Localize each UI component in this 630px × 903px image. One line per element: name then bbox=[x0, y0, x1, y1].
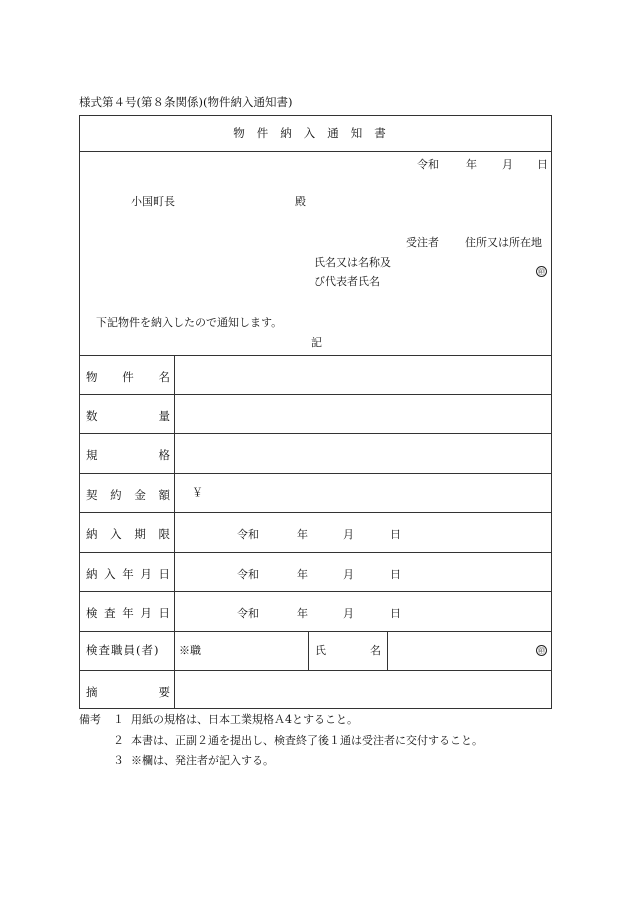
note-text: ※欄は、発注者が記入する。 bbox=[131, 754, 274, 767]
row-divider bbox=[80, 512, 551, 513]
note-text: 本書は、正副２通を提出し、検査終了後１通は受注者に交付すること。 bbox=[131, 734, 483, 747]
name-label-line1: 氏名又は名称及 bbox=[314, 256, 391, 269]
specification-field[interactable] bbox=[175, 434, 551, 472]
document-title: 物件納入通知書 bbox=[233, 126, 398, 140]
form-number: 様式第４号(第８条関係)(物件納入通知書) bbox=[79, 95, 293, 109]
inspector-name-label-1: 氏 bbox=[315, 644, 326, 657]
intro-text: 下記物件を納入したので通知します。 bbox=[96, 316, 283, 329]
row-inspector-label: 検査職員(者) bbox=[86, 643, 160, 657]
inspector-name-label-2: 名 bbox=[370, 644, 381, 657]
row-item-name-label: 物 件 名 bbox=[86, 370, 170, 384]
row-divider bbox=[80, 591, 551, 592]
row-specification-label: 規 格 bbox=[86, 448, 170, 462]
divider-title bbox=[80, 151, 551, 152]
contractor-seal-icon: ㊞ bbox=[538, 268, 545, 276]
delivery-deadline-date: 令和 年 月 日 bbox=[237, 528, 401, 541]
quantity-field[interactable] bbox=[175, 395, 551, 432]
header-date bbox=[80, 156, 551, 170]
header-year-label: 年 bbox=[466, 158, 477, 171]
row-quantity-label: 数 量 bbox=[86, 409, 170, 423]
honorific: 殿 bbox=[295, 195, 306, 208]
notes-prefix: 備考 bbox=[79, 713, 101, 726]
row-summary-label: 摘 要 bbox=[86, 685, 170, 699]
ki-mark: 記 bbox=[311, 336, 322, 349]
contractor-label: 受注者 bbox=[406, 236, 439, 249]
inspector-title: ※職 bbox=[179, 644, 201, 657]
inspector-name-field[interactable] bbox=[388, 632, 528, 669]
note-number: １ bbox=[113, 713, 124, 726]
row-delivery-date-label: 納 入 年 月 日 bbox=[86, 567, 170, 581]
note-text: 用紙の規格は、日本工業規格Ａ4とすること。 bbox=[131, 713, 358, 726]
inspector-divider bbox=[308, 631, 309, 670]
header-day-label: 日 bbox=[537, 158, 548, 171]
note-number: ３ bbox=[113, 754, 124, 767]
row-inspection-date-label: 検 査 年 月 日 bbox=[86, 606, 170, 620]
row-contract-amount-label: 契 約 金 額 bbox=[86, 488, 170, 502]
inspector-seal-icon: ㊞ bbox=[538, 647, 545, 655]
row-divider bbox=[80, 552, 551, 553]
inspection-date: 令和 年 月 日 bbox=[237, 607, 401, 620]
note-number: ２ bbox=[113, 734, 124, 747]
item-name-field[interactable] bbox=[175, 356, 551, 393]
header-month-label: 月 bbox=[502, 158, 513, 171]
notification-form bbox=[79, 115, 552, 709]
addressee: 小国町長 bbox=[131, 195, 175, 208]
row-delivery-deadline-label: 納 入 期 限 bbox=[86, 527, 170, 541]
yen-sign: ￥ bbox=[192, 486, 203, 499]
name-label-line2: び代表者氏名 bbox=[314, 275, 380, 288]
summary-field[interactable] bbox=[175, 671, 551, 708]
contract-amount-field[interactable] bbox=[205, 474, 551, 511]
delivery-date: 令和 年 月 日 bbox=[237, 568, 401, 581]
address-label: 住所又は所在地 bbox=[465, 236, 542, 249]
header-date-era: 令和 bbox=[417, 158, 439, 171]
